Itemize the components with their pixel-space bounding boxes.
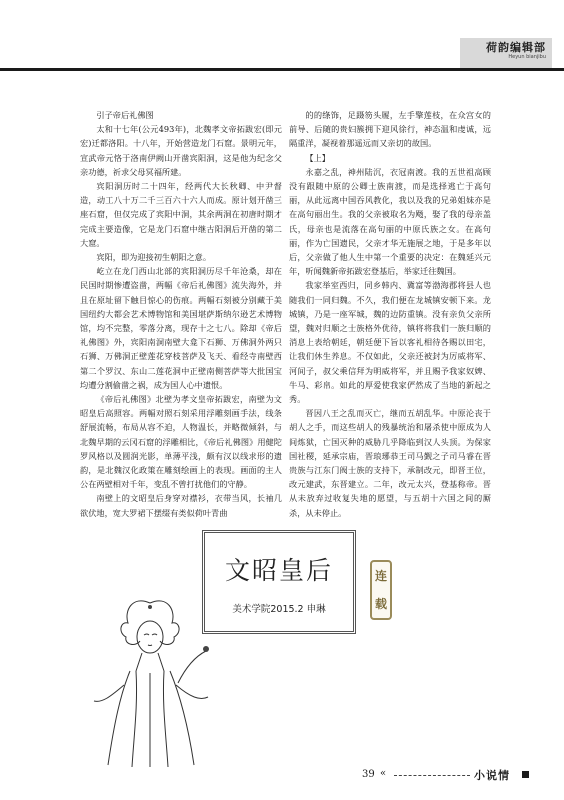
section-header-tab [460, 38, 552, 68]
footer-dashed-rule [394, 775, 470, 776]
header-rule [0, 68, 564, 71]
footer-arrows: « [380, 768, 387, 779]
paragraph: 太和十七年(公元493年)，北魏孝文帝拓跋宏(即元宏)迁都洛阳。十八年，开始营造龙门石窟。景明元年，宣武帝元恪于洛南伊阙山开凿宾阳洞，这是他为纪念父亲功德，祈求父母冥福所建。 [80, 124, 282, 177]
section-marker: 【上】 [305, 152, 330, 163]
footer-square-icon [522, 771, 529, 778]
section-subtitle: Heyun bianjibu [508, 54, 546, 60]
seal-char: 载 [374, 597, 387, 611]
paragraph: 引子帝后礼佛图 [96, 110, 154, 120]
article-title: 文昭皇后 [224, 556, 333, 585]
paragraph: 我家举室西归，同乡韩内、冀富等渤海郡将县人也随我们一同归魏。不久，我们便在龙城镇安顿下来。龙城镇，乃是一座军城，魏的边防重镇。没有亲负父亲所望，魏对归顺之士族格外优待，镇将将我们一族归顺的消息上表给朝廷，朝廷便下旨以客礼相待各赐以田宅，让我们休生养息。不仅如此，父亲还被封为厉威将军、河间子，叔父乘信拜为明威将军，并且赐予我家奴婢、牛马、彩帛。如此的厚爱使我家俨然成了当地的新起之秀。 [289, 280, 491, 405]
magazine-name: 小说情 [474, 769, 510, 782]
paragraph: 永嘉之乱，神州陆沉，衣冠南渡。我的五世祖高顾没有跟随中原的公卿士族南渡，而是选择逃亡于高句丽，从此远离中国吞风教化，我以及我的兄弟姐妹亦是在高句丽出生。我的父亲被取名为飏，娶了我的母亲盖氏，母亲也是流落在高句丽的中原氏族之女。在高句丽，作为亡国遗民，父亲才华无施展之地，于是多年以后，父亲做了他人生中第一个重要的决定：在魏延兴元年，听闻魏新帝拓跋宏登基后，举家迁往魏国。 [289, 166, 491, 277]
empress-illustration [80, 585, 220, 770]
article-byline: 美术学院2015.2 申琳 [232, 604, 326, 615]
paragraph: 《帝后礼佛图》北壁为孝文皇帝拓跋宏，南壁为文昭皇后高照容。两幅对照石刻采用浮雕刻画手法，线条舒展流畅，布局从容不迫，人物温长，并略微倾斜，与北魏早期的云冈石窟的浮雕相比，《帝后礼佛图》用健陀罗风格以及圆润光影，单薄平浅，颇有汉以线求形的遗韵，是北魏汉化政策在雕刻绘画上的表现。画面的主人公在两壁相对千年，变乱不曾打扰他们的守静。 [80, 394, 282, 490]
seal-char: 连 [374, 569, 387, 583]
paragraph: 的的绦饰，足蹑笏头履，左手擎莲枝，在众宫女的前导、后随的贵妇簇拥下迎风徐行，神态温和虔诚，远隔重洋，凝视着那遥远而又亲切的故国。 [289, 110, 491, 149]
serial-seal-stamp [370, 560, 392, 620]
paragraph: 南壁上的文昭皇后身穿对襟衫，衣带当风，长袖几欲伏地，宽大罗裙下摆缀有类似荷叶青曲 [80, 493, 282, 518]
paragraph: 晋因八王之乱而灭亡，继而五胡乱华。中原沦丧于胡人之手，而这些胡人的残暴统治和屠杀使中原成为人间炼狱，亡国灭种的威胁几乎降临到汉人头顶。为保家国社稷，延承宗庙，晋琅琊恭王司马觐之子司马睿在晋贵族与江东门阀士族的支持下，承制改元，即晋王位，改元建武，东晋建立。二年，改元太兴，登基称帝。晋从未放弃过收复失地的愿望，与五胡十六国之间的厮杀，从未停止。 [289, 408, 491, 518]
article-title-block [202, 530, 356, 634]
right-text-column [289, 108, 491, 520]
paragraph: 宾阳洞历时二十四年，经两代大长秋卿、中尹督造，动工八十万二千三百六十六人而成。原计划开凿三座石窟，但仅完成了宾阳中洞，其余两洞在初唐时期才完成主要造像，它是龙门石窟中继古阳洞后开凿的第二大窟。 [80, 181, 282, 248]
paragraph: 屹立在龙门西山北部的宾阳洞历尽千年沧桑，却在民国时期惨遭盗凿，两幅《帝后礼佛图》流失海外，并且在原址留下触目惊心的伤痕。两幅石刻被分别藏于美国纽约大都会艺术博物馆和美国堪萨斯纳尔逊艺术博物馆，均不完整，零落分离，现存十之七八。除却《帝后礼佛图》外，宾阳南洞南壁大龛下石狮、万佛洞外两只石狮、万佛洞正壁莲花穿枝菩萨及飞天、看经寺南壁西第二个罗汉、东山二莲花洞中正壁南侧菩萨等大批国宝均遭分割偷凿之祸，成为国人心中遗恨。 [80, 266, 282, 390]
page-footer [0, 768, 564, 784]
paragraph: 宾阳，即为迎接初生朝阳之意。 [96, 252, 212, 263]
section-title: 荷韵编辑部 [486, 41, 546, 54]
left-text-column [80, 108, 282, 520]
page-number: 39 [362, 769, 375, 780]
